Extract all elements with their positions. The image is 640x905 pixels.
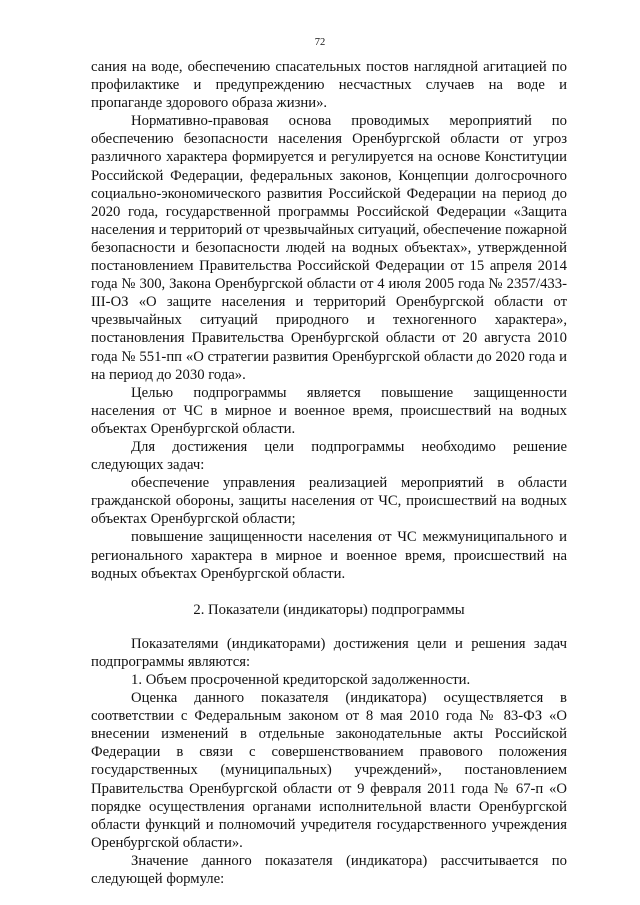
paragraph-task-1: обеспечение управления реализацией мероприятий в области гражданской обороны, защиты населения от ЧС, происшествий на водных объектах Оренбургской области;	[91, 475, 567, 528]
paragraph-indicator-1: 1. Объем просроченной кредиторской задолженности.	[131, 672, 471, 688]
document-body	[91, 58, 567, 888]
paragraph-formula-intro: Значение данного показателя (индикатора) рассчитывается по следующей формуле:	[91, 852, 567, 888]
paragraph-goal: Целью подпрограммы является повышение защищенности населения от ЧС в мирное и военное время, происшествий на водных объектах Оренбургской области.	[91, 384, 567, 437]
page-number: 72	[314, 37, 326, 48]
section-heading: 2. Показатели (индикаторы) подпрограммы	[193, 601, 465, 618]
paragraph-indicators-intro: Показателями (индикаторами) достижения цели и решения задач подпрограммы являются:	[91, 635, 567, 670]
paragraph-continuation: сания на воде, обеспечению спасательных постов наглядной агитацией по профилактике и предупреждению несчастных случаев на воде и пропаганде здорового образа жизни».	[91, 59, 567, 112]
paragraph-indicator-assessment: Оценка данного показателя (индикатора) осуществляется в соответствии с Федеральным законом от 8 мая 2010 года № 83-ФЗ «О внесении изменений в отдельные законодательные акты Российской Федерации в связи с совершенствованием правового положения государственных (муниципальных) учреждений», постановлением Правительства Оренбургской области от 9 февраля 2011 года № 67-п «О порядке осуществления органами исполнительной власти Оренбургской области функций и полномочий учредителя государственного учреждения Оренбургской области».	[91, 690, 567, 851]
paragraph-task-2: повышение защищенности населения от ЧС межмуниципального и регионального характера в мирное и военное время, происшествий на водных объектах Оренбургской области.	[91, 529, 567, 582]
paragraph-legal-basis: Нормативно-правовая основа проводимых мероприятий по обеспечению безопасности населения Оренбургской области от угроз различного характера формируется и регулируется на основе Конституции Российской Федерации, федеральных законов, Концепции долгосрочного социально-экономического развития Российской Федерации на период до 2020 года, государственной программы Российской Федерации «Защита населения и территорий от чрезвычайных ситуаций, обеспечение пожарной безопасности и безопасности людей на водных объектах», утвержденной постановлением Правительства Российской Федерации от 15 апреля 2014 года № 300, Закона Оренбургской области от 4 июля 2005 года № 2357/433-III-ОЗ «О защите населения и территорий Оренбургской области от чрезвычайных ситуаций природного и техногенного характера», постановления Правительства Оренбургской области от 20 августа 2010 года № 551-пп «О стратегии развития Оренбургской области до 2020 года и на период до 2030 года».	[91, 113, 567, 383]
paragraph-tasks-intro: Для достижения цели подпрограммы необходимо решение следующих задач:	[91, 438, 567, 474]
